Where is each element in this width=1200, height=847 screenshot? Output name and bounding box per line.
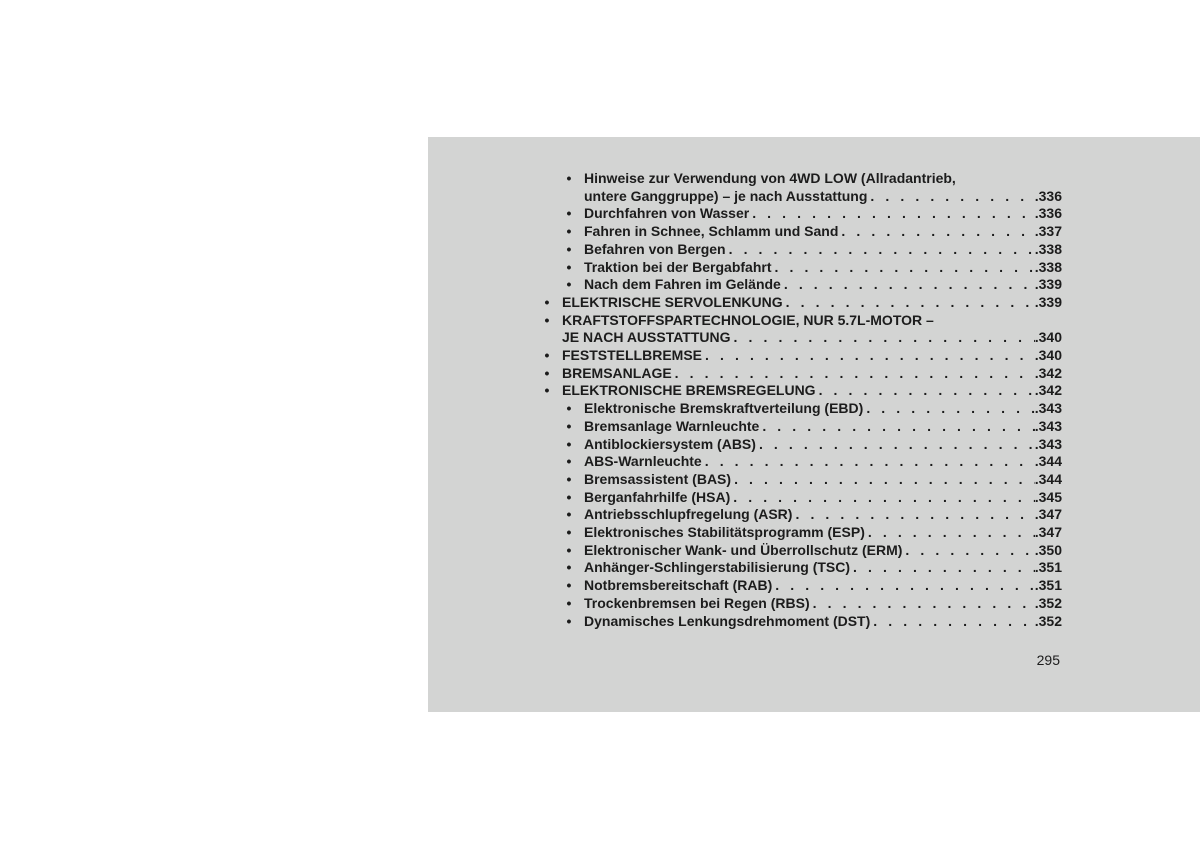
toc-entry-line [584,524,1062,542]
toc-entry-title: Antiblockiersystem (ABS) [584,435,756,452]
toc-entry[interactable] [532,241,1062,259]
toc-entry-line [562,329,1062,347]
dot-leader [702,453,1035,471]
toc-entry-page: .342 [1034,382,1062,399]
toc-entry-line [584,613,1062,631]
toc-entry-page: .352 [1034,594,1062,611]
toc-entry-title: Elektronischer Wank- und Überrollschutz (ERM) [584,541,903,558]
bullet-icon: • [566,488,572,505]
toc-entry-title: Elektronische Bremskraftverteilung (EBD) [584,400,864,417]
toc-entry-page: .336 [1034,205,1062,222]
toc-entry-title: Dynamisches Lenkungsdrehmoment (DST) [584,612,871,629]
toc-entry-title: BREMSANLAGE [562,364,672,381]
dot-leader [870,613,1034,631]
toc-entry-page: .347 [1034,524,1062,541]
toc-entry-line [562,294,1062,312]
table-of-contents [532,170,1062,630]
toc-entry-line [584,276,1062,294]
toc-entry-page: .351 [1034,577,1062,594]
toc-entry[interactable] [532,577,1062,595]
bullet-icon: • [566,577,572,594]
toc-entry-title: Befahren von Bergen [584,240,726,257]
dot-leader [672,365,1035,383]
toc-entry-line [562,312,1062,330]
toc-entry-line [562,347,1062,365]
dot-leader [726,241,1035,259]
toc-entry-title: Durchfahren von Wasser [584,205,750,222]
dot-leader [749,205,1035,223]
bullet-icon: • [566,541,572,558]
bullet-icon: • [566,417,572,434]
toc-entry[interactable] [532,436,1062,454]
toc-entry-title: Bremsassistent (BAS) [584,470,732,487]
toc-entry-line [584,188,1062,206]
dot-leader [838,223,1034,241]
toc-entry-line [562,365,1062,383]
dot-leader [730,489,1035,507]
toc-entry-page: .340 [1034,347,1062,364]
toc-entry[interactable] [532,170,1062,205]
toc-entry-title: JE NACH AUSSTATTUNG [562,329,731,346]
toc-entry-title: Fahren in Schnee, Schlamm und Sand [584,223,839,240]
toc-entry[interactable] [532,312,1062,347]
toc-entry[interactable] [532,418,1062,436]
dot-leader [816,382,1035,400]
toc-entry-page: .337 [1034,223,1062,240]
toc-entry-line [584,577,1062,595]
toc-entry-title: Trockenbremsen bei Regen (RBS) [584,594,810,611]
toc-entry-title: Berganfahrhilfe (HSA) [584,488,731,505]
toc-entry[interactable] [532,489,1062,507]
toc-entry[interactable] [532,595,1062,613]
toc-entry[interactable] [532,365,1062,383]
dot-leader [756,436,1035,454]
bullet-icon: • [566,276,572,293]
toc-entry-title: Elektronisches Stabilitätsprogramm (ESP) [584,524,865,541]
toc-entry-line [584,170,1062,188]
toc-entry-page: .352 [1034,612,1062,629]
toc-entry-title: Hinweise zur Verwendung von 4WD LOW (Allradantrieb, [584,170,956,186]
toc-entry-line [584,241,1062,259]
toc-entry[interactable] [532,542,1062,560]
toc-entry[interactable] [532,276,1062,294]
bullet-icon: • [566,506,572,523]
bullet-icon: • [544,382,550,399]
toc-entry-title: ABS-Warnleuchte [584,453,702,470]
dot-leader [731,471,1035,489]
toc-entry-line [584,223,1062,241]
toc-entry-page: .344 [1034,470,1062,487]
toc-entry-line [584,205,1062,223]
dot-leader [902,542,1034,560]
toc-entry[interactable] [532,453,1062,471]
toc-entry-line [584,559,1062,577]
toc-entry[interactable] [532,400,1062,418]
toc-entry[interactable] [532,205,1062,223]
toc-entry-line [584,542,1062,560]
bullet-icon: • [566,470,572,487]
toc-entry-page: .344 [1034,453,1062,470]
toc-entry-line [584,400,1062,418]
toc-entry-title: untere Ganggruppe) – je nach Ausstattung [584,187,868,204]
toc-entry-line [584,595,1062,613]
dot-leader [867,188,1034,206]
toc-entry-title: Anhänger-Schlingerstabilisierung (TSC) [584,559,851,576]
bullet-icon: • [566,223,572,240]
toc-entry[interactable] [532,613,1062,631]
toc-entry-line [562,382,1062,400]
toc-entry-line [584,418,1062,436]
dot-leader [759,418,1034,436]
toc-entry-title: FESTSTELLBREMSE [562,347,703,364]
toc-entry-page: .350 [1034,541,1062,558]
toc-entry-line [584,471,1062,489]
dot-leader [865,524,1035,542]
dot-leader [810,595,1035,613]
toc-entry-page: .338 [1034,240,1062,257]
toc-entry-page: .351 [1034,559,1062,576]
dot-leader [731,329,1035,347]
toc-entry-title: Antriebsschlupfregelung (ASR) [584,506,793,523]
dot-leader [783,294,1035,312]
toc-entry-page: .343 [1034,417,1062,434]
toc-entry-page: .339 [1034,276,1062,293]
bullet-icon: • [566,559,572,576]
bullet-icon: • [566,594,572,611]
dot-leader [781,276,1035,294]
toc-entry[interactable] [532,347,1062,365]
bullet-icon: • [566,524,572,541]
toc-entry-page: .347 [1034,506,1062,523]
toc-entry-line [584,436,1062,454]
toc-entry-title: Notbremsbereitschaft (RAB) [584,577,773,594]
bullet-icon: • [566,612,572,629]
bullet-icon: • [544,347,550,364]
bullet-icon: • [566,258,572,275]
toc-entry-title: ELEKTRONISCHE BREMSREGELUNG [562,382,816,399]
toc-entry[interactable] [532,294,1062,312]
toc-entry-line [584,506,1062,524]
toc-entry-page: .343 [1034,400,1062,417]
bullet-icon: • [544,364,550,381]
bullet-icon: • [566,205,572,222]
bullet-icon: • [544,293,550,310]
dot-leader [771,259,1034,277]
toc-entry-title: Traktion bei der Bergabfahrt [584,258,772,275]
page-number: 295 [1036,652,1060,668]
bullet-icon: • [566,435,572,452]
toc-entry[interactable] [532,524,1062,542]
dot-leader [850,559,1035,577]
toc-entry-page: .343 [1034,435,1062,452]
toc-entry-line [584,489,1062,507]
toc-entry[interactable] [532,259,1062,277]
toc-entry-title: Bremsanlage Warnleuchte [584,417,760,434]
toc-entry-title: Nach dem Fahren im Gelände [584,276,781,293]
bullet-icon: • [544,311,550,328]
toc-entry[interactable] [532,223,1062,241]
toc-entry[interactable] [532,559,1062,577]
toc-entry-title: KRAFTSTOFFSPARTECHNOLOGIE, NUR 5.7L-MOTOR – [562,311,934,328]
toc-entry-line [584,259,1062,277]
dot-leader [792,506,1034,524]
toc-entry-page: .342 [1034,364,1062,381]
bullet-icon: • [566,453,572,470]
bullet-icon: • [566,400,572,417]
dot-leader [772,577,1035,595]
bullet-icon: • [566,240,572,257]
toc-entry-page: .339 [1034,293,1062,310]
toc-entry-page: .336 [1034,187,1062,204]
toc-entry-page: .345 [1034,488,1062,505]
toc-entry-page: .340 [1034,329,1062,346]
toc-entry-line [584,453,1062,471]
toc-entry-page: .338 [1034,258,1062,275]
dot-leader [702,347,1035,365]
dot-leader [863,400,1034,418]
toc-entry[interactable] [532,382,1062,400]
toc-entry[interactable] [532,506,1062,524]
toc-entry[interactable] [532,471,1062,489]
bullet-icon: • [566,170,572,186]
toc-entry-title: ELEKTRISCHE SERVOLENKUNG [562,293,783,310]
